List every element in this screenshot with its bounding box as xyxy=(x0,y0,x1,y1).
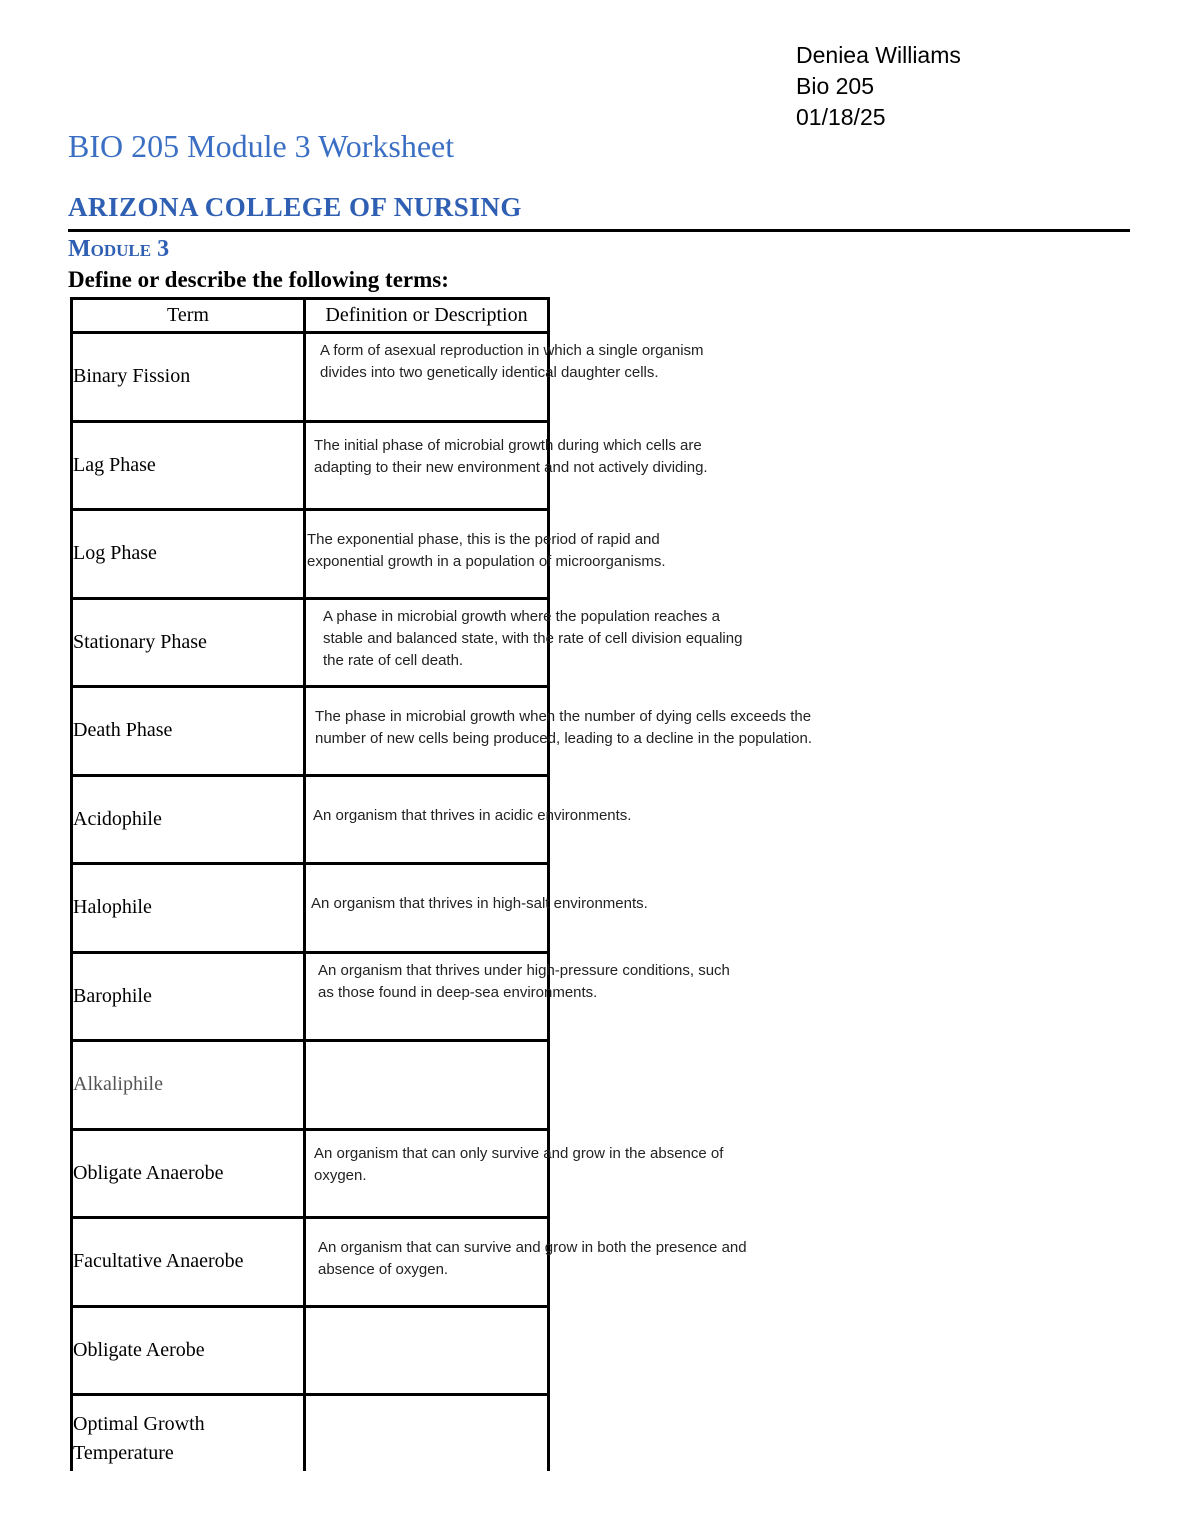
table-row xyxy=(70,954,730,1040)
definition-cell: An organism that thrives under high-pressure conditions, such as those found in deep-sea environments. xyxy=(318,961,730,1001)
table-border xyxy=(70,951,550,954)
author-block xyxy=(796,40,961,133)
table-row xyxy=(70,1131,724,1217)
table-row xyxy=(70,1308,550,1394)
term-cell: Optimal Growth Temperature xyxy=(73,1412,205,1464)
term-cell: Lag Phase xyxy=(73,453,156,476)
term-cell: Stationary Phase xyxy=(73,630,207,653)
table-row xyxy=(70,1219,747,1305)
terms-table xyxy=(70,297,813,1471)
term-cell: Obligate Anaerobe xyxy=(73,1161,224,1184)
table-border xyxy=(70,508,550,511)
table-border xyxy=(70,1128,550,1131)
definition-cell: A form of asexual reproduction in which a single organism divides into two genetically identical daughter cells. xyxy=(320,342,704,381)
term-cell: Halophile xyxy=(73,896,152,919)
document-date: 01/18/25 xyxy=(796,104,886,130)
definition-cell: The initial phase of microbial growth during which cells are adapting to their new environment and not actively dividing. xyxy=(314,436,708,476)
term-cell: Barophile xyxy=(73,984,152,1007)
table-row xyxy=(70,777,632,863)
table-row xyxy=(70,865,648,951)
table-border xyxy=(70,862,550,865)
header-definition: Definition or Description xyxy=(325,304,528,326)
term-cell: Alkaliphile xyxy=(73,1073,163,1096)
document-title: BIO 205 Module 3 Worksheet xyxy=(68,128,455,164)
term-cell: Death Phase xyxy=(73,719,173,742)
header-term: Term xyxy=(167,304,209,326)
table-border xyxy=(70,774,550,777)
term-cell: Log Phase xyxy=(73,542,157,565)
college-name: ARIZONA COLLEGE OF NURSING xyxy=(68,192,522,222)
table-border xyxy=(70,1305,550,1308)
term-cell: Binary Fission xyxy=(73,365,191,388)
table-row xyxy=(70,1042,550,1128)
definition-cell: An organism that thrives in acidic environments. xyxy=(313,806,632,824)
table-row xyxy=(70,511,666,597)
module-heading: Module 3 xyxy=(68,236,170,262)
table-border xyxy=(70,597,550,600)
definition-cell: An organism that can only survive and grow in the absence of oxygen. xyxy=(314,1144,724,1184)
table-row xyxy=(70,1396,550,1482)
term-cell: Obligate Aerobe xyxy=(73,1338,205,1361)
instructions: Define or describe the following terms: xyxy=(68,267,449,292)
definition-cell: The phase in microbial growth when the number of dying cells exceeds the number of new cells being produced, leading to a decline in the population. xyxy=(315,708,813,747)
author-name: Deniea Williams xyxy=(796,42,961,68)
table-row xyxy=(70,334,704,420)
table-border xyxy=(70,685,550,688)
definition-cell: An organism that can survive and grow in both the presence and absence of oxygen. xyxy=(318,1239,747,1278)
table-border xyxy=(70,1393,550,1396)
table-border xyxy=(70,420,550,423)
table-border xyxy=(70,1039,550,1042)
table-row xyxy=(70,688,813,774)
definition-cell: The exponential phase, this is the period of rapid and exponential growth in a population of microorganisms. xyxy=(307,531,666,570)
table-border xyxy=(70,1216,550,1219)
table-row xyxy=(70,423,708,509)
definition-cell: A phase in microbial growth where the population reaches a stable and balanced state, with the rate of cell division equaling the rate of cell death. xyxy=(323,607,743,669)
course-code: Bio 205 xyxy=(796,73,875,99)
term-cell: Facultative Anaerobe xyxy=(73,1250,244,1273)
term-cell: Acidophile xyxy=(73,807,162,830)
definition-cell: An organism that thrives in high-salt environments. xyxy=(311,895,648,912)
table-row xyxy=(70,600,743,686)
heading-divider xyxy=(68,229,1130,232)
